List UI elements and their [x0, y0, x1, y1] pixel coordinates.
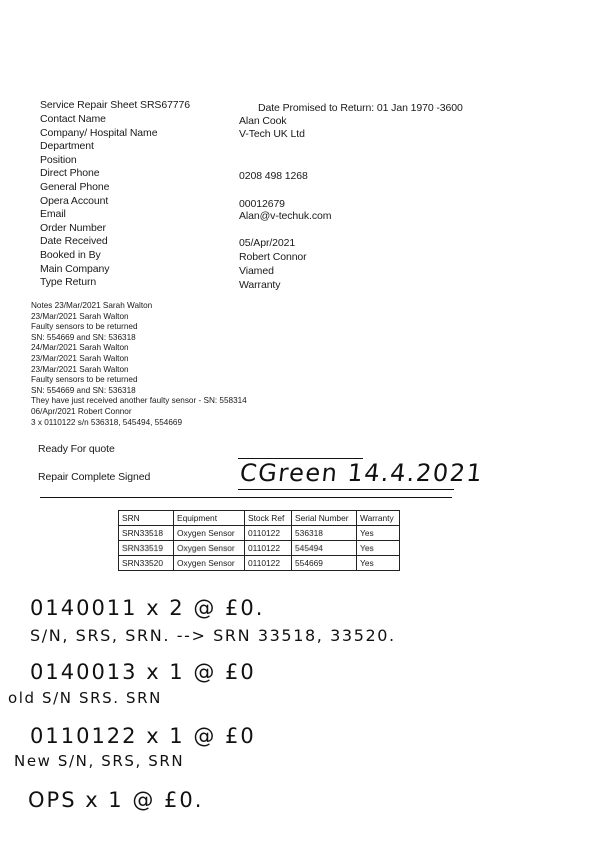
- table-cell: 0110122: [245, 556, 292, 571]
- field-label: Main Company: [40, 263, 110, 275]
- table-cell: Yes: [357, 526, 400, 541]
- srn-table: [118, 510, 400, 571]
- note-line: They have just received another faulty sensor - SN: 558314: [31, 396, 247, 406]
- note-line: 23/Mar/2021 Sarah Walton: [31, 353, 129, 363]
- field-label: Company/ Hospital Name: [40, 127, 158, 139]
- field-value: 0208 498 1268: [239, 170, 308, 182]
- field-label: Order Number: [40, 222, 106, 234]
- table-row: [119, 541, 400, 556]
- field-label: Direct Phone: [40, 167, 100, 179]
- field-label: General Phone: [40, 181, 110, 193]
- sheet-title: Service Repair Sheet SRS67776: [40, 99, 191, 111]
- field-value: V-Tech UK Ltd: [239, 128, 305, 140]
- table-cell: 545494: [292, 541, 357, 556]
- column-header: Equipment: [174, 511, 245, 526]
- note-line: Faulty sensors to be returned: [31, 375, 138, 385]
- field-value: 00012679: [239, 198, 285, 210]
- field-value: Alan@v-techuk.com: [239, 210, 332, 222]
- table-cell: Yes: [357, 541, 400, 556]
- note-line: SN: 554669 and SN: 536318: [31, 332, 136, 342]
- field-label: Department: [40, 140, 94, 152]
- field-value: Warranty: [239, 279, 281, 291]
- note-line: 24/Mar/2021 Sarah Walton: [31, 343, 129, 353]
- field-label: Booked in By: [40, 249, 101, 261]
- note-line: Notes 23/Mar/2021 Sarah Walton: [31, 301, 153, 310]
- note-line: 23/Mar/2021 Sarah Walton: [31, 364, 129, 374]
- column-header: Serial Number: [292, 511, 357, 526]
- handwritten-line: 0110122 x 1 @ £0: [30, 724, 256, 748]
- table-cell: Yes: [357, 556, 400, 571]
- handwritten-line: S/N, SRS, SRN. --> SRN 33518, 33520.: [30, 626, 396, 645]
- table-cell: SRN33519: [119, 541, 174, 556]
- field-label: Opera Account: [40, 195, 109, 207]
- handwritten-line: 0140013 x 1 @ £0: [30, 660, 256, 684]
- field-value: Robert Connor: [239, 251, 307, 263]
- field-value: Alan Cook: [239, 115, 287, 127]
- handwritten-line: old S/N SRS. SRN: [8, 689, 162, 707]
- table-row: [119, 526, 400, 541]
- table-cell: Oxygen Sensor: [174, 541, 245, 556]
- signature-line: [238, 489, 454, 490]
- table-cell: 554669: [292, 556, 357, 571]
- table-cell: 0110122: [245, 526, 292, 541]
- table-cell: SRN33520: [119, 556, 174, 571]
- field-label: Contact Name: [40, 113, 106, 125]
- handwritten-line: 0140011 x 2 @ £0.: [30, 596, 265, 620]
- table-header-row: [119, 511, 400, 526]
- table-cell: Oxygen Sensor: [174, 556, 245, 571]
- field-label: Position: [40, 154, 77, 166]
- note-line: 23/Mar/2021 Sarah Walton: [31, 311, 129, 321]
- handwritten-line: OPS x 1 @ £0.: [28, 788, 204, 812]
- table-cell: SRN33518: [119, 526, 174, 541]
- table-cell: 0110122: [245, 541, 292, 556]
- handwritten-signature: CGreen 14.4.2021: [238, 459, 485, 487]
- repair-complete-signed: Repair Complete Signed: [38, 471, 151, 483]
- ready-for-quote: Ready For quote: [38, 443, 115, 455]
- section-divider: [40, 497, 452, 498]
- field-label: Type Return: [40, 276, 97, 288]
- note-line: Faulty sensors to be returned: [31, 322, 138, 332]
- table-cell: 536318: [292, 526, 357, 541]
- field-value: 05/Apr/2021: [239, 237, 296, 249]
- date-promised: Date Promised to Return: 01 Jan 1970 -3600: [258, 102, 463, 114]
- notes-block: [31, 301, 247, 428]
- column-header: Warranty: [357, 511, 400, 526]
- field-label: Date Received: [40, 235, 108, 247]
- note-line: SN: 554669 and SN: 536318: [31, 385, 136, 395]
- table-cell: Oxygen Sensor: [174, 526, 245, 541]
- note-line: 3 x 0110122 s/n 536318, 545494, 554669: [31, 417, 182, 427]
- field-value: Viamed: [239, 265, 274, 277]
- column-header: Stock Ref: [245, 511, 292, 526]
- field-label: Email: [40, 208, 66, 220]
- table-row: [119, 556, 400, 571]
- handwritten-line: New S/N, SRS, SRN: [14, 752, 185, 770]
- note-line: 06/Apr/2021 Robert Connor: [31, 406, 132, 416]
- column-header: SRN: [119, 511, 174, 526]
